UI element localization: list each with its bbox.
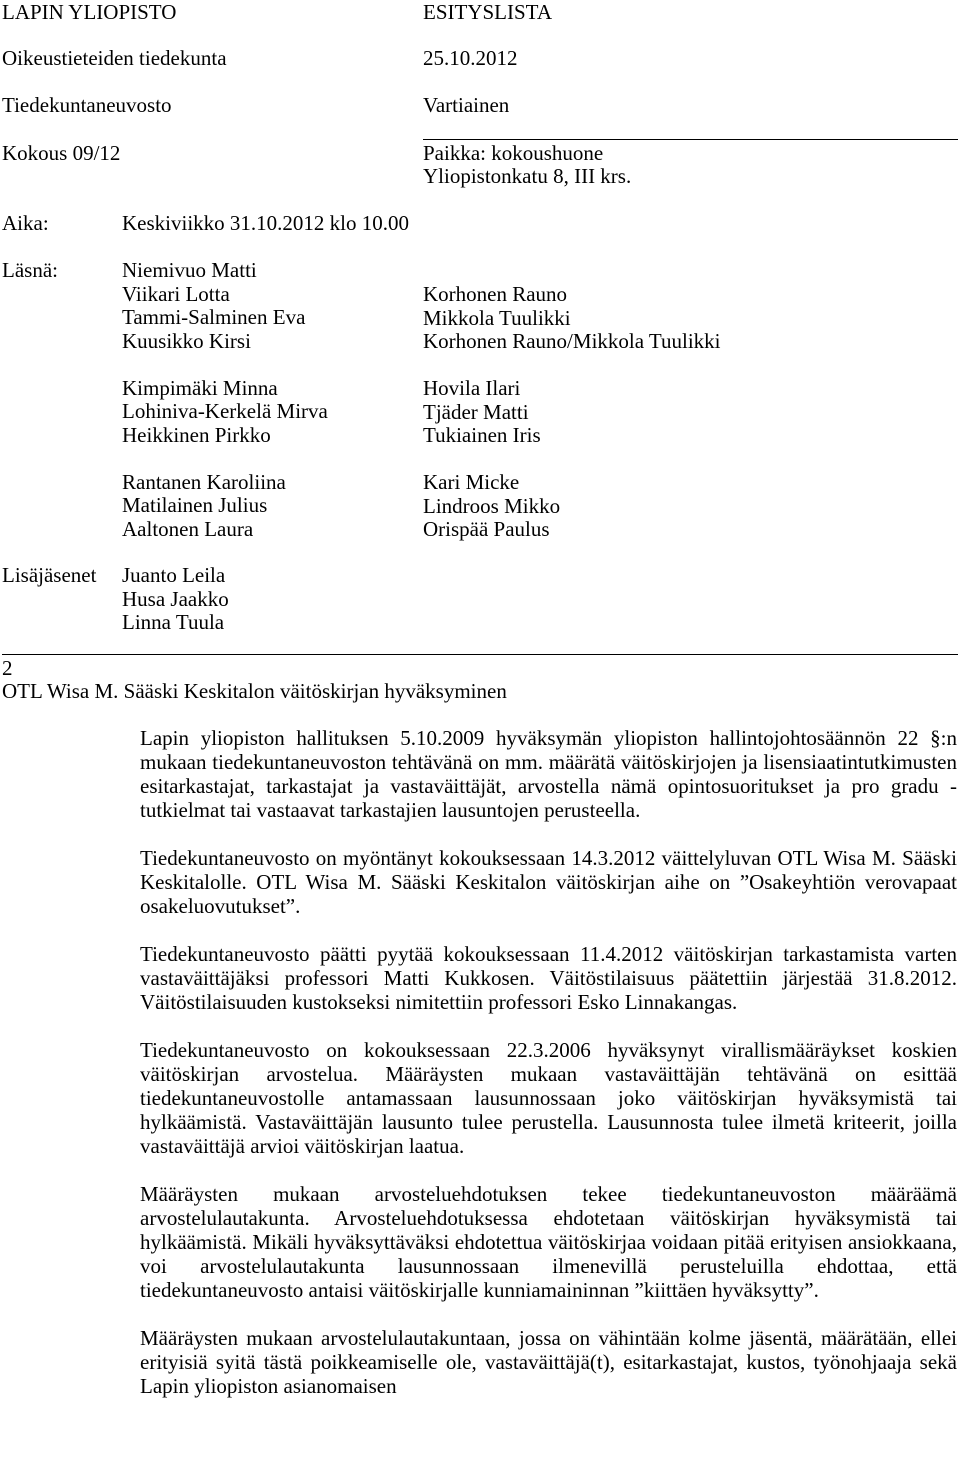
time-label: Aika: xyxy=(2,211,49,235)
deputy-name: Kari Micke xyxy=(423,470,520,494)
additional-members-list xyxy=(122,563,229,634)
deputy-name: Korhonen Rauno/Mikkola Tuulikki xyxy=(423,329,721,353)
header-rule xyxy=(423,139,958,140)
member-name: Lohiniva-Kerkelä Mirva xyxy=(122,399,328,423)
deputy-name: Tjäder Matti xyxy=(423,399,529,424)
council-name: Tiedekuntaneuvosto xyxy=(2,93,172,117)
member-name: Matilainen Julius xyxy=(122,493,268,517)
paragraph: Tiedekuntaneuvosto on myöntänyt kokouksessaan 14.3.2012 väittelyluvan OTL Wisa M. Sääski Keskitalolle. OTL Wisa M. Sääski Keskitalon väitöskirjan aihe on ”Osakeyhtiön verovapaat osakeluovutukset”. xyxy=(140,846,957,918)
paragraph: Määräysten mukaan arvosteluehdotuksen tekee tiedekuntaneuvoston määräämä arvostelulautakunta. Arvosteluehdotuksessa ehdotetaan väitöskirjan hyväksymistä tai hylkäämistä. Mikäli hyväksyttäväksi ehdotettua väitöskirjaa voidaan pitää erityisen ansiokkaana, voi arvostelulautakunta lausunnossaan ilmenevillä perusteluilla ehdottaa, että tiedekuntaneuvosto antaisi väitöskirjalle kunniamaininnan ”kiittäen hyväksytty”. xyxy=(140,1182,957,1302)
spacer xyxy=(122,446,328,470)
meeting-number: Kokous 09/12 xyxy=(2,141,121,165)
member-name: Kuusikko Kirsi xyxy=(122,328,251,353)
item-title: OTL Wisa M. Sääski Keskitalon väitöskirjan hyväksyminen xyxy=(2,679,507,703)
deputy-name: Orispää Paulus xyxy=(423,517,550,541)
deputy-name: Mikkola Tuulikki xyxy=(423,305,571,330)
meeting-place-line1: Paikka: kokoushuone xyxy=(423,141,604,165)
deputy-name: Hovila Ilari xyxy=(423,376,521,400)
paragraph: Tiedekuntaneuvosto päätti pyytää kokouksessaan 11.4.2012 väitöskirjan tarkastamista varten vastaväittäjäksi professori Matti Kukkosen. Väitöstilaisuus päätettiin järjestää 31.8.2012. Väitöstilaisuuden kustokseksi nimitettiin professori Esko Linnakangas. xyxy=(140,942,957,1014)
member-name: Rantanen Karoliina xyxy=(122,469,286,494)
additional-member-name: Linna Tuula xyxy=(122,610,225,634)
faculty-name: Oikeustieteiden tiedekunta xyxy=(2,46,227,70)
member-name: Kimpimäki Minna xyxy=(122,375,278,400)
member-name: Aaltonen Laura xyxy=(122,516,254,541)
item-rule xyxy=(2,654,958,655)
spacer xyxy=(423,447,721,471)
members-list xyxy=(122,258,328,540)
member-name: Tammi-Salminen Eva xyxy=(122,305,306,329)
deputy-name: Lindroos Mikko xyxy=(423,493,561,518)
attendance-label: Läsnä: xyxy=(2,258,58,282)
member-name: Niemivuo Matti xyxy=(122,258,257,282)
additional-members-label: Lisäjäsenet xyxy=(2,563,97,587)
item-body xyxy=(140,726,957,1398)
additional-member-name: Juanto Leila xyxy=(122,563,226,587)
university-name: LAPIN YLIOPISTO xyxy=(2,0,177,24)
deputies-list xyxy=(423,282,721,541)
author-name: Vartiainen xyxy=(423,93,510,117)
spacer xyxy=(122,352,328,376)
spacer xyxy=(423,353,721,377)
paragraph: Määräysten mukaan arvostelulautakuntaan, jossa on vähintään kolme jäsentä, määrätään, ellei erityisiä syitä tästä poikkeamiselle ole, vastaväittäjä(t), esitarkastajat, kustos, työnohjaaja sekä Lapin yliopiston asianomaisen xyxy=(140,1326,957,1398)
member-name: Viikari Lotta xyxy=(122,281,230,306)
document-date: 25.10.2012 xyxy=(423,46,518,70)
member-name: Heikkinen Pirkko xyxy=(122,422,271,447)
time-value: Keskiviikko 31.10.2012 klo 10.00 xyxy=(122,211,409,235)
item-number: 2 xyxy=(2,656,13,680)
paragraph: Tiedekuntaneuvosto on kokouksessaan 22.3.2006 hyväksynyt virallismääräykset koskien väitöskirjan arvostelua. Määräysten mukaan vastaväittäjän tehtävänä on esittää tiedekuntaneuvostolle antamassaan lausunnossaan joko väitöskirjan hyväksymistä tai hylkäämistä. Vastaväittäjän lausunto tulee perustella. Lausunnosta tulee ilmetä kriteerit, joilla vastaväittäjä arvioi väitöskirjan laatua. xyxy=(140,1038,957,1158)
meeting-place-line2: Yliopistonkatu 8, III krs. xyxy=(423,164,632,188)
additional-member-name: Husa Jaakko xyxy=(122,586,229,611)
paragraph: Lapin yliopiston hallituksen 5.10.2009 hyväksymän yliopiston hallintojohtosäännön 22 §:n mukaan tiedekuntaneuvoston tehtävänä on mm. määrätä väitöskirjojen ja lisensiaatintutkimusten esitarkastajat, tarkastajat ja vastaväittäjät, arvostella nämä opintosuoritukset ja pro gradu -tutkielmat tai vastaavat tarkastajien lausuntojen perusteella. xyxy=(140,726,957,822)
deputy-name: Korhonen Rauno xyxy=(423,282,568,306)
deputy-name: Tukiainen Iris xyxy=(423,423,541,447)
document-type: ESITYSLISTA xyxy=(423,0,552,24)
